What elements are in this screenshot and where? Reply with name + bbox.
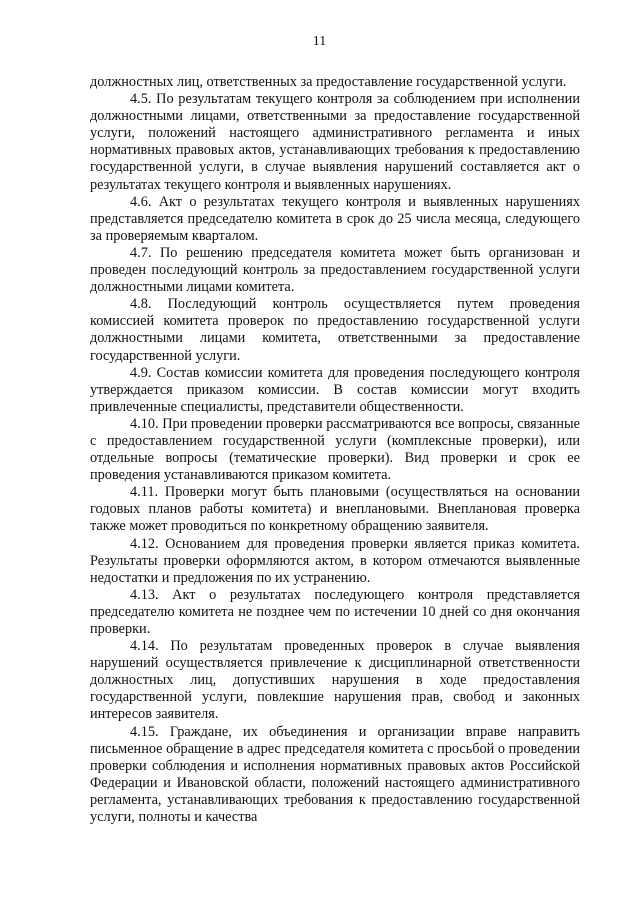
paragraph-4-6: 4.6. Акт о результатах текущего контроля и выявленных нарушениях представляется председателю комитета в срок до 25 числа месяца, следующего за проверяемым кварталом.	[90, 193, 580, 244]
paragraph-4-9: 4.9. Состав комиссии комитета для проведения последующего контроля утверждается приказом комиссии. В состав комиссии могут входить привлеченные специалисты, представители общественности.	[90, 364, 580, 415]
paragraph-4-5: 4.5. По результатам текущего контроля за соблюдением при исполнении должностными лицами, ответственными за предоставление государственной услуги, положений настоящего административного регламента и иных нормативных правовых актов, устанавливающих требования к предоставлению государственной услуги, в случае выявления нарушений составляется акт о результатах текущего контроля и выявленных нарушениях.	[90, 91, 580, 193]
paragraph-4-11: 4.11. Проверки могут быть плановыми (осуществляться на основании годовых планов работы комитета) и внеплановыми. Внеплановая проверка также может проводиться по конкретному обращению заявителя.	[90, 484, 580, 535]
paragraph-4-15: 4.15. Граждане, их объединения и организации вправе направить письменное обращение в адрес председателя комитета с просьбой о проведении проверки соблюдения и исполнения нормативных правовых актов Российской Федерации и Ивановской области, положений настоящего административного регламента, устанавливающих требования к предоставлению государственной услуги, полноты и качества	[90, 723, 580, 826]
paragraph-4-14: 4.14. По результатам проведенных проверок в случае выявления нарушений осуществляется привлечение к дисциплинарной ответственности должностных лиц, допустивших нарушения в ходе предоставления государственной услуги, повлекшие нарушения прав, свобод и законных интересов заявителя.	[90, 638, 580, 723]
paragraph-4-7: 4.7. По решению председателя комитета может быть организован и проведен последующий контроль за предоставлением государственной услуги должностными лицами комитета.	[90, 244, 580, 296]
body-text	[90, 74, 580, 826]
paragraph-4-12: 4.12. Основанием для проведения проверки является приказ комитета. Результаты проверки оформляются актом, в котором отмечаются выявленные недостатки и предложения по их устранению.	[90, 535, 580, 586]
paragraph-4-13: 4.13. Акт о результатах последующего контроля представляется председателю комитета не позднее чем по истечении 10 дней со дня окончания проверки.	[90, 586, 580, 637]
paragraph-4-8: 4.8. Последующий контроль осуществляется путем проведения комиссией комитета проверок по предоставлению государственной услуги должностными лицами комитета, ответственными за предоставление государственной услуги.	[90, 296, 580, 364]
page-number: 11	[312, 34, 327, 49]
paragraph-4-10: 4.10. При проведении проверки рассматриваются все вопросы, связанные с предоставлением государственной услуги (комплексные проверки), или отдельные вопросы (тематические проверки). Вид проверки и срок ее проведения устанавливаются приказом комитета.	[90, 415, 580, 484]
paragraph-continuation: должностных лиц, ответственных за предоставление государственной услуги.	[90, 74, 567, 90]
